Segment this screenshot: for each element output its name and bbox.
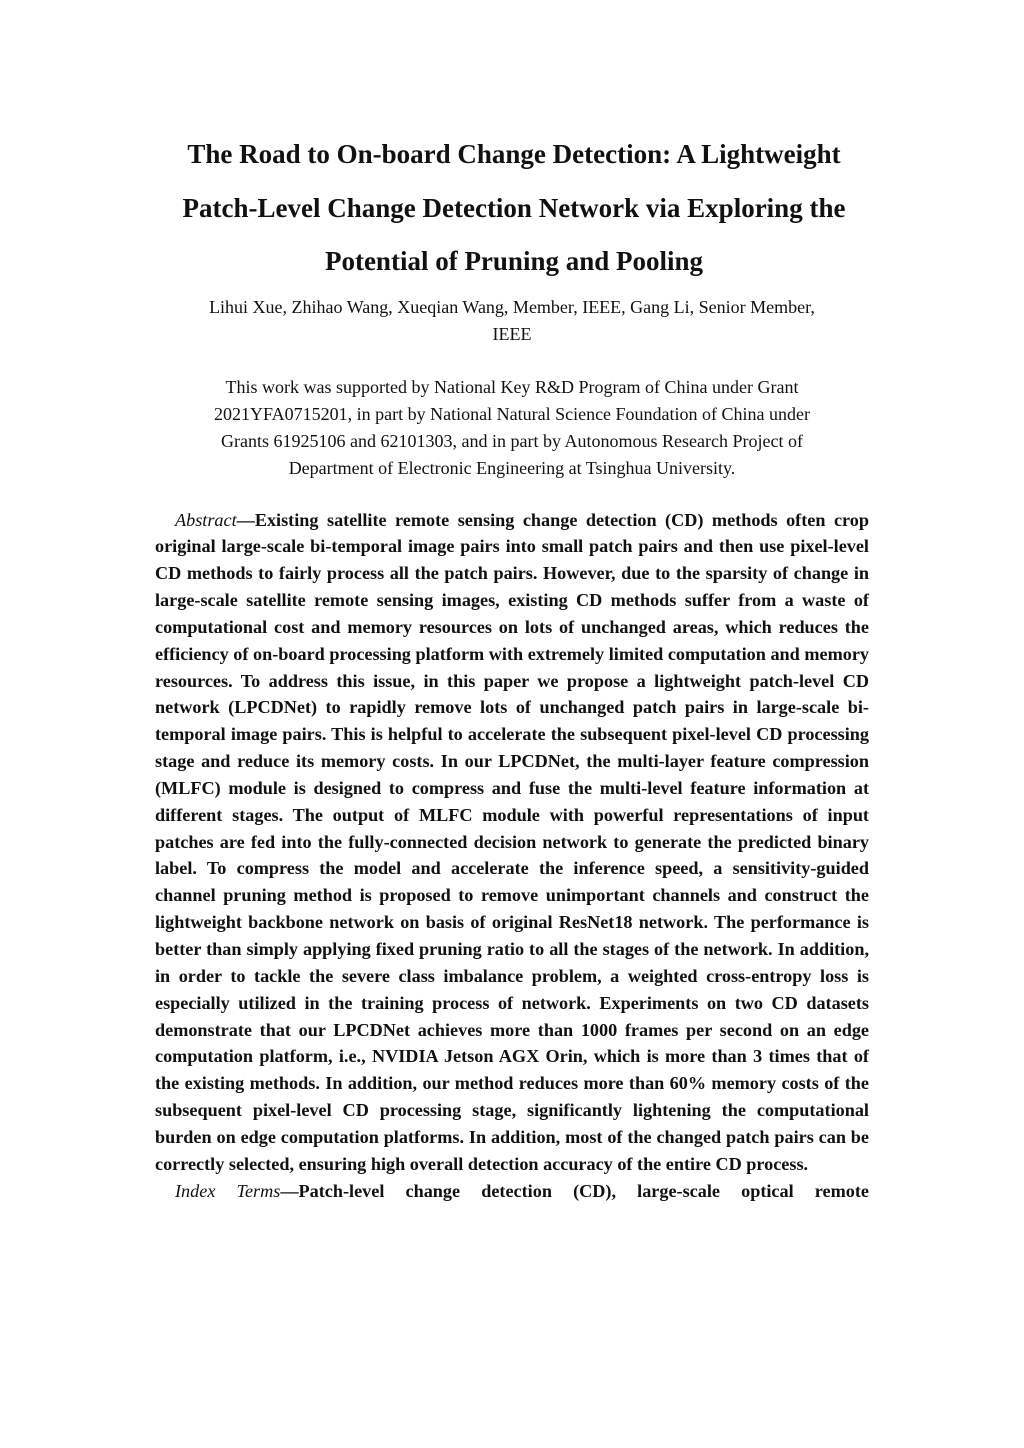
abstract-paragraph	[155, 507, 869, 1178]
paper-title	[157, 128, 871, 289]
index-terms-paragraph	[155, 1178, 869, 1205]
index-terms-label: Index Terms	[175, 1180, 281, 1201]
funding-line: This work was supported by National Key R&D Program of China under Grant	[225, 376, 799, 397]
funding-line: Department of Electronic Engineering at Tsinghua University.	[288, 457, 736, 478]
author-line: Lihui Xue, Zhihao Wang, Xueqian Wang, Member, IEEE, Gang Li, Senior Member,	[209, 296, 815, 317]
index-terms-text: Patch-level change detection (CD), large-scale optical remote	[298, 1180, 869, 1201]
author-list	[155, 294, 869, 348]
abstract-label: Abstract	[175, 509, 237, 530]
title-line: Potential of Pruning and Pooling	[324, 246, 704, 276]
abstract-text: Existing satellite remote sensing change detection (CD) methods often crop original large-scale bi-temporal image pairs into small patch pairs and then use pixel-level CD methods to fairly process all the patch pairs. However, due to the sparsity of change in large-scale satellite remote sensing images, existing CD methods suffer from a waste of computational cost and memory resources on lots of unchanged areas, which reduces the efficiency of on-board processing platform with extremely limited computation and memory resources. To address this issue, in this paper we propose a lightweight patch-level CD network (LPCDNet) to rapidly remove lots of unchanged patch pairs in large-scale bi-temporal image pairs. This is helpful to accelerate the subsequent pixel-level CD processing stage and reduce its memory costs. In our LPCDNet, the multi-layer feature compression (MLFC) module is designed to compress and fuse the multi-level feature information at different stages. The output of MLFC module with powerful representations of input patches are fed into the fully-connected decision network to generate the predicted binary label. To compress the model and accelerate the inference speed, a sensitivity-guided channel pruning method is proposed to remove unimportant channels and construct the lightweight backbone network on basis of original ResNet18 network. The performance is better than simply applying fixed pruning ratio to all the stages of the network. In addition, in order to tackle the severe class imbalance problem, a weighted cross-entropy loss is especially utilized in the training process of network. Experiments on two CD datasets demonstrate that our LPCDNet achieves more than 1000 frames per second on an edge computation platform, i.e., NVIDIA Jetson AGX Orin, which is more than 3 times that of the existing methods. In addition, our method reduces more than 60% memory costs of the subsequent pixel-level CD processing stage, significantly lightening the computational burden on edge computation platforms. In addition, most of the changed patch pairs can be correctly selected, ensuring high overall detection accuracy of the entire CD process.	[155, 509, 869, 1174]
paper-page	[155, 128, 869, 1204]
funding-line: Grants 61925106 and 62101303, and in part by Autonomous Research Project of	[221, 430, 803, 451]
funding-line: 2021YFA0715201, in part by National Natural Science Foundation of China under	[213, 403, 811, 424]
index-terms-dash: —	[280, 1180, 299, 1201]
title-line: The Road to On-board Change Detection: A Lightweight	[187, 139, 841, 169]
author-line: IEEE	[492, 323, 532, 344]
title-line: Patch-Level Change Detection Network via Exploring the	[182, 192, 846, 223]
funding-note	[155, 374, 869, 482]
abstract-dash: —	[236, 509, 255, 530]
